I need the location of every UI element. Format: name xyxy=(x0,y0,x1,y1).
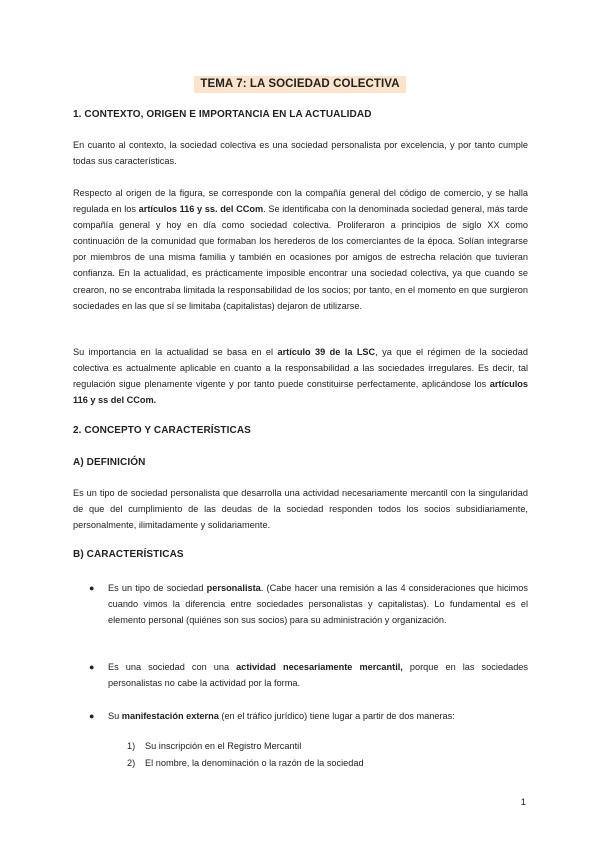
section1-paragraph-1: En cuanto al contexto, la sociedad colectiva es una sociedad personalista por excelencia, y por tanto cumple todas sus características. xyxy=(73,140,528,167)
section1-paragraph-3: Su importancia en la actualidad se basa en el artículo 39 de la LSC, ya que el régimen de la sociedad colectiva es actualmente aplicable en cuanto a la responsabilidad a las sociedades irregulares. Es decir, tal regulación sigue plenamente vigente y por tanto puede constituirse perfectamente, aplicándose los artículos 116 y ss del CCom. xyxy=(73,347,528,406)
bullet-icon: ● xyxy=(89,662,95,672)
numbered-item: 2) El nombre, la denominación o la razón de la sociedad xyxy=(127,758,364,768)
list-item: ● Su manifestación externa (en el tráfico jurídico) tiene lugar a partir de dos maneras: xyxy=(108,708,528,724)
section1-paragraph-2: Respecto al origen de la figura, se corresponde con la compañía general del código de comercio, y se halla regulada en los artículos 116 y ss. del CCom. Se identificaba con la denominada sociedad general, más tarde compañía general y hoy en día como sociedad colectiva. Proliferaron a principios de siglo XX como continuación de la comunidad que formaban los herederos de los comerciantes de la época. Solían integrarse por miembros de una misma familia y también en ocasiones por amigos de estrecha relación que tuvieran confianza. En la actualidad, es prácticamente imposible encontrar una sociedad colectiva, ya que cuando se crearon, no se encontraba limitada la responsabilidad de los socios; por tanto, en el momento en que surgieron sociedades en las que sí se limitaba (capitalistas) dejaron de utilizarse. xyxy=(73,188,528,311)
page-title: TEMA 7: LA SOCIEDAD COLECTIVA xyxy=(194,76,405,93)
numbered-item: 1) Su inscripción en el Registro Mercantil xyxy=(127,741,302,751)
list-item: ● Es un tipo de sociedad personalista. (Cabe hacer una remisión a las 4 consideraciones que hicimos cuando vimos la diferencia entre sociedades personalistas y capitalistas). Lo fundamental es el elemento personal (quiénes son sus socios) para su administración y organización. xyxy=(108,580,528,628)
section2-heading: 2. CONCEPTO Y CARACTERÍSTICAS xyxy=(73,425,251,436)
characteristics-heading: B) CARACTERÍSTICAS xyxy=(73,549,184,560)
bullet-icon: ● xyxy=(89,583,95,593)
title-container xyxy=(0,74,600,93)
list-item: ● Es una sociedad con una actividad necesariamente mercantil, porque en las sociedades personalistas no cabe la actividad por la forma. xyxy=(108,659,528,691)
bullet-icon: ● xyxy=(89,711,95,721)
definition-heading: A) DEFINICIÓN xyxy=(73,457,146,468)
page-number: 1 xyxy=(520,797,526,808)
section1-heading: 1. CONTEXTO, ORIGEN E IMPORTANCIA EN LA ACTUALIDAD xyxy=(73,109,372,120)
definition-paragraph: Es un tipo de sociedad personalista que desarrolla una actividad necesariamente mercantil con la singularidad de que del cumplimiento de las deudas de la sociedad responden todos los socios subsidiariamente, personalmente, ilimitadamente y solidariamente. xyxy=(73,488,528,531)
